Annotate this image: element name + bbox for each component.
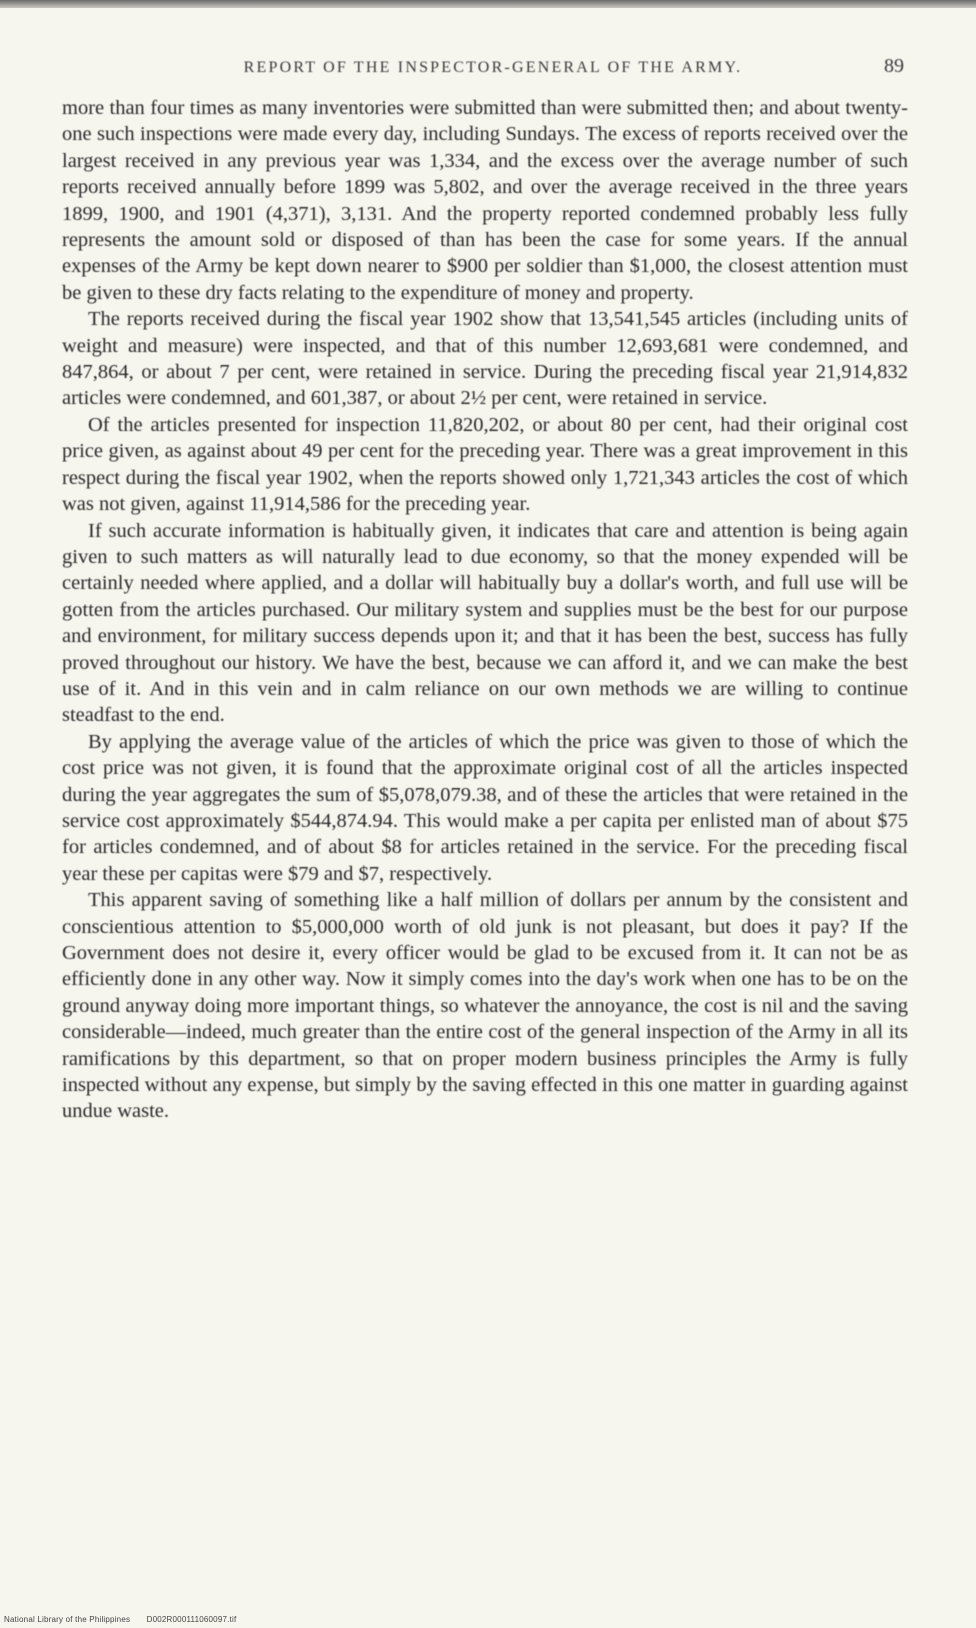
paragraph: This apparent saving of something like a half million of dollars per annum by the consistent and conscientious attention to $5,000,000 worth of old junk is not pleasant, but does it pay? If the Government does not desire it, every officer would be glad to be excused from it. It can not be as efficiently done in any other way. Now it simply comes into the day's work when one has to be on the ground anyway doing more important things, so whatever the annoyance, the cost is nil and the saving considerable—indeed, much greater than the entire cost of the general inspection of the Army in all its ramifications by this department, so that on proper modern business principles the Army is fully inspected without any expense, but simply by the saving effected in this one matter in guarding against undue waste.	[62, 889, 908, 1123]
paragraph: The reports received during the fiscal year 1902 show that 13,541,545 articles (including units of weight and measure) were inspected, and that of this number 12,693,681 were condemned, and 847,864, or about 7 per cent, were retained in service. During the preceding fiscal year 21,914,832 articles were condemned, and 601,387, or about 2½ per cent, were retained in service.	[62, 308, 908, 410]
running-head	[62, 55, 908, 95]
footer-reference: D002R000111060097.tif	[146, 1615, 237, 1624]
running-title: REPORT OF THE INSPECTOR-GENERAL OF THE ARMY.	[243, 59, 743, 76]
document-page	[62, 55, 908, 1125]
footer-library: National Library of the Philippines	[4, 1615, 131, 1624]
scan-footer	[4, 1615, 250, 1624]
paragraph: By applying the average value of the articles of which the price was given to those of which the cost price was not given, it is found that the approximate original cost of all the articles inspected during the year aggregates the sum of $5,078,079.38, and of these the articles that were retained in the service cost approximately $544,874.94. This would make a per capita per enlisted man of about $75 for articles condemned, and of about $8 for articles retained in the service. For the preceding fiscal year these per capitas were $79 and $7, respectively.	[62, 730, 908, 885]
paragraph: more than four times as many inventories were submitted than were submitted then; and about twenty-one such inspections were made every day, including Sundays. The excess of reports received over the largest received in any previous year was 1,334, and the excess over the average number of such reports received annually before 1899 was 5,802, and over the average received in the three years 1899, 1900, and 1901 (4,371), 3,131. And the property reported condemned probably less fully represents the amount sold or disposed of than has been the case for some years. If the annual expenses of the Army be kept down nearer to $900 per soldier than $1,000, the closest attention must be given to these dry facts relating to the expenditure of money and property.	[62, 97, 908, 304]
page-number: 89	[884, 55, 904, 77]
paragraph: If such accurate information is habitually given, it indicates that care and attention is being again given to such matters as will naturally lead to due economy, so that the money expended will be certainly needed where applied, and a dollar will habitually buy a dollar's worth, and full use will be gotten from the articles purchased. Our military system and supplies must be the best for our purpose and environment, for military success depends upon it; and that it has been the best, success has fully proved throughout our history. We have the best, because we can afford it, and we can make the best use of it. And in this vein and in calm reliance on our own methods we are willing to continue steadfast to the end.	[62, 519, 908, 727]
body-text	[62, 95, 908, 1125]
paragraph: Of the articles presented for inspection 11,820,202, or about 80 per cent, had their original cost price given, as against about 49 per cent for the preceding year. There was a great improvement in this respect during the fiscal year 1902, when the reports showed only 1,721,343 articles the cost of which was not given, against 11,914,586 for the preceding year.	[62, 413, 908, 516]
scan-top-edge	[0, 0, 976, 8]
